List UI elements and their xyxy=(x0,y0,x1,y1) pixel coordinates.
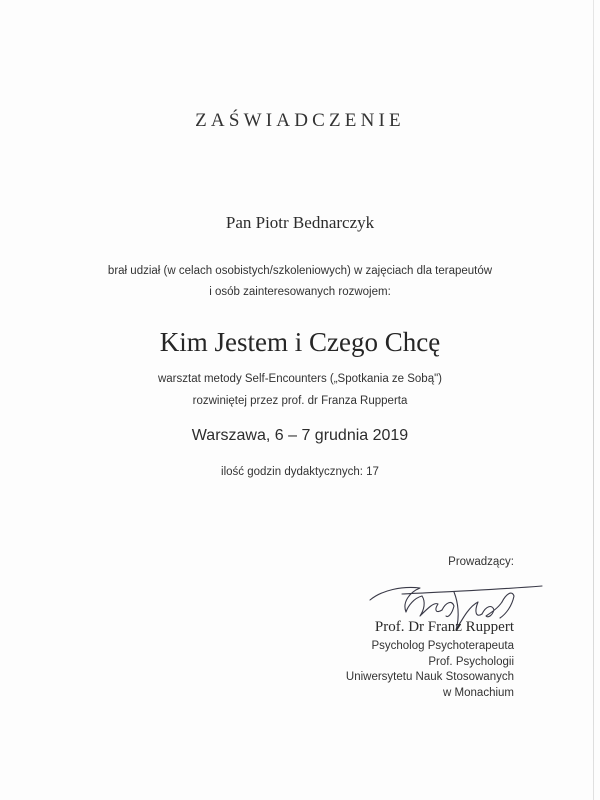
course-title: Kim Jestem i Czego Chcę xyxy=(159,327,441,357)
signatory-role-1: Psycholog Psychoterapeuta xyxy=(371,640,514,652)
signatory-role-2: Prof. Psychologii xyxy=(428,656,514,668)
recipient-name: Pan Piotr Bednarczyk xyxy=(225,213,375,232)
certificate-title: ZAŚWIADCZENIE xyxy=(195,110,405,131)
participation-text-line-1: brał udział (w celach osobistych/szkoleniowych) w zajęciach dla terapeutów xyxy=(107,265,493,277)
signatory-role-3: Uniwersytetu Nauk Stosowanych xyxy=(345,671,514,683)
place-and-date: Warszawa, 6 – 7 grudnia 2019 xyxy=(191,427,409,444)
signatory-name: Prof. Dr Franz Ruppert xyxy=(374,619,514,635)
participation-text-line-2: i osób zainteresowanych rozwojem: xyxy=(209,286,391,298)
teaching-hours: ilość godzin dydaktycznych: 17 xyxy=(221,466,379,478)
workshop-description-line-1: warsztat metody Self-Encounters („Spotkania ze Sobą") xyxy=(157,373,443,385)
instructor-label: Prowadzący: xyxy=(448,556,514,568)
workshop-description-line-2: rozwiniętej przez prof. dr Franza Rupperta xyxy=(192,395,408,407)
signatory-role-4: w Monachium xyxy=(443,687,514,699)
